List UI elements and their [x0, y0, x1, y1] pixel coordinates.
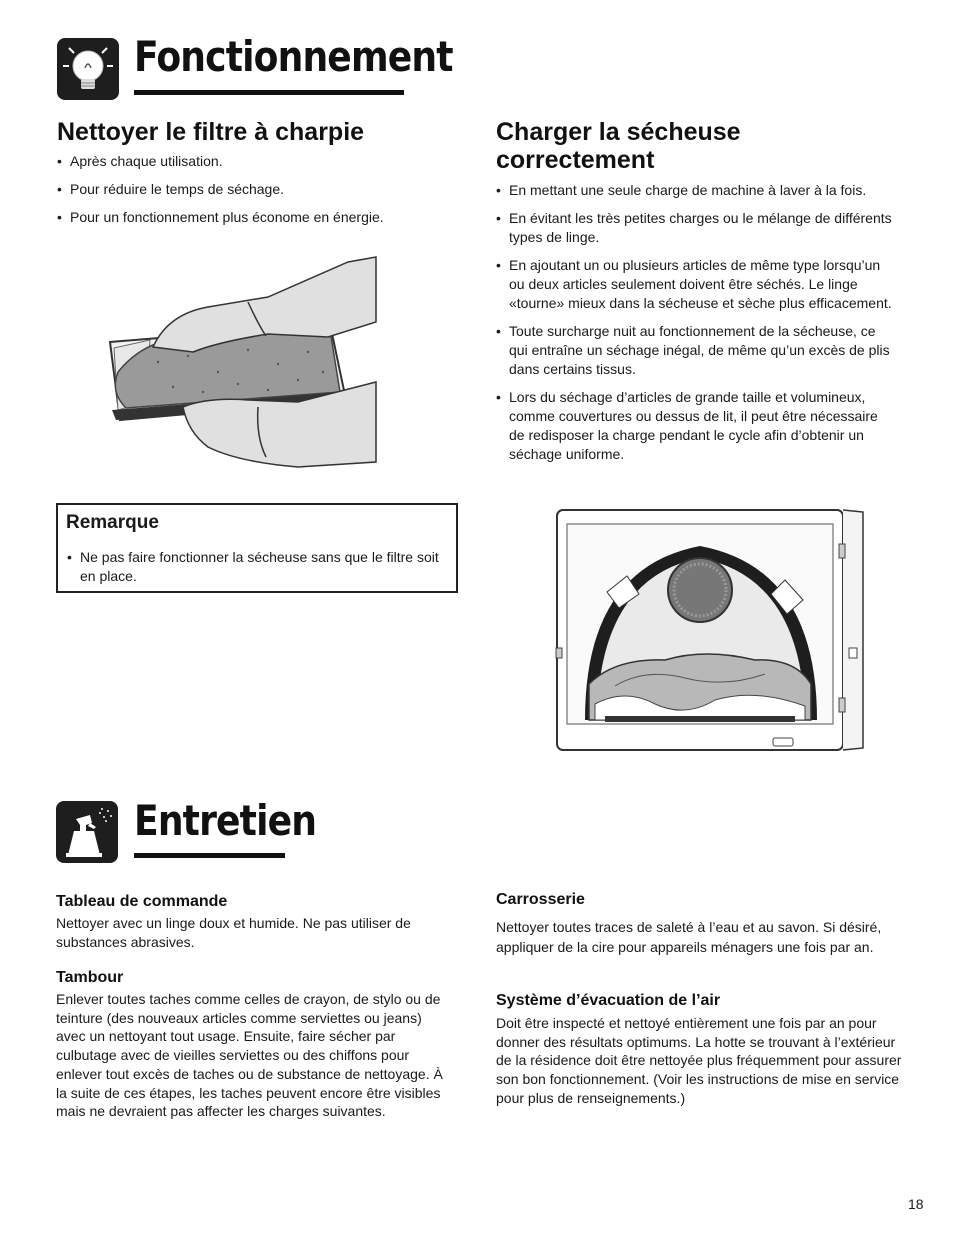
section-title-rule [134, 853, 285, 858]
loading-heading [496, 118, 916, 174]
loading-list [495, 181, 897, 464]
note-list [66, 548, 446, 586]
list-item: • En évitant les très petites charges ou le mélange de différents types de linge. [495, 209, 897, 247]
list-item: • En ajoutant un ou plusieurs articles de même type lorsqu’un ou deux articles seulement doivent être séchés. Le linge «tourne» mieux dans la sécheuse et sèche plus efficacement. [495, 256, 897, 313]
list-item: • Après chaque utilisation. [56, 152, 466, 171]
list-item: • Ne pas faire fonctionner la sécheuse sans que le filtre soit en place. [66, 548, 446, 586]
cabinet-heading: Carrosserie [496, 891, 585, 908]
control-panel-heading: Tableau de commande [56, 893, 228, 910]
list-item: • Pour un fonctionnement plus économe en énergie. [56, 208, 466, 227]
lint-filter-list [56, 152, 466, 227]
spray-bottle-icon [56, 801, 118, 863]
list-item: • En mettant une seule charge de machine à laver à la fois. [495, 181, 897, 200]
loading-heading-line1: Charger la sécheuse [496, 118, 741, 146]
exhaust-heading: Système d’évacuation de l’air [496, 992, 721, 1009]
control-panel-text: Nettoyer avec un linge doux et humide. Ne pas utiliser de substances abrasives. [56, 915, 411, 950]
list-item: • Toute surcharge nuit au fonctionnement de la sécheuse, ce qui entraîne un séchage inégal, de même qu’un excès de plis dans certains tissus. [495, 322, 897, 379]
section-title-maintenance: Entretien [134, 796, 317, 845]
section-title-operation: Fonctionnement [134, 32, 453, 81]
note-title: Remarque [66, 512, 159, 533]
drum-heading: Tambour [56, 969, 124, 986]
lint-filter-illustration [98, 252, 380, 474]
lightbulb-icon [57, 38, 119, 100]
lint-filter-heading: Nettoyer le filtre à charpie [57, 118, 365, 146]
cabinet-text: Nettoyer toutes traces de saleté à l’eau et au savon. Si désiré, appliquer de la cire pour appareils ménagers une fois par an. [496, 919, 882, 955]
page-number: 18 [908, 1196, 924, 1212]
dryer-drum-illustration [555, 508, 865, 752]
note-box [56, 503, 458, 593]
section-title-rule [134, 90, 404, 95]
list-item: • Pour réduire le temps de séchage. [56, 180, 466, 199]
list-item: • Lors du séchage d’articles de grande taille et volumineux, comme couvertures ou dessus de lit, il peut être nécessaire de redisposer la charge pendant le cycle afin d’obtenir un séchage uniforme. [495, 388, 897, 464]
drum-text: Enlever toutes taches comme celles de crayon, de stylo ou de teinture (des nouveaux articles comme serviettes ou jeans) avec un nettoyant tout usage. Ensuite, faire sécher par culbutage avec de vieilles serviettes ou des chiffons pour enlever tout excès de taches ou de substance de nettoyage. À la suite de ces étapes, les taches peuvent encore être visibles mais ne devraient pas affecter les charges suivantes. [56, 991, 443, 1120]
exhaust-text: Doit être inspecté et nettoyé entièrement une fois par an pour donner des résultats optimums. La hotte se trouvant à l’extérieur de la résidence doit être nettoyée plus fréquemment pour assurer son bon fonctionnement. (Voir les instructions de mise en service pour plus de renseignements.) [496, 1015, 902, 1106]
loading-heading-line2: correctement [496, 146, 655, 174]
